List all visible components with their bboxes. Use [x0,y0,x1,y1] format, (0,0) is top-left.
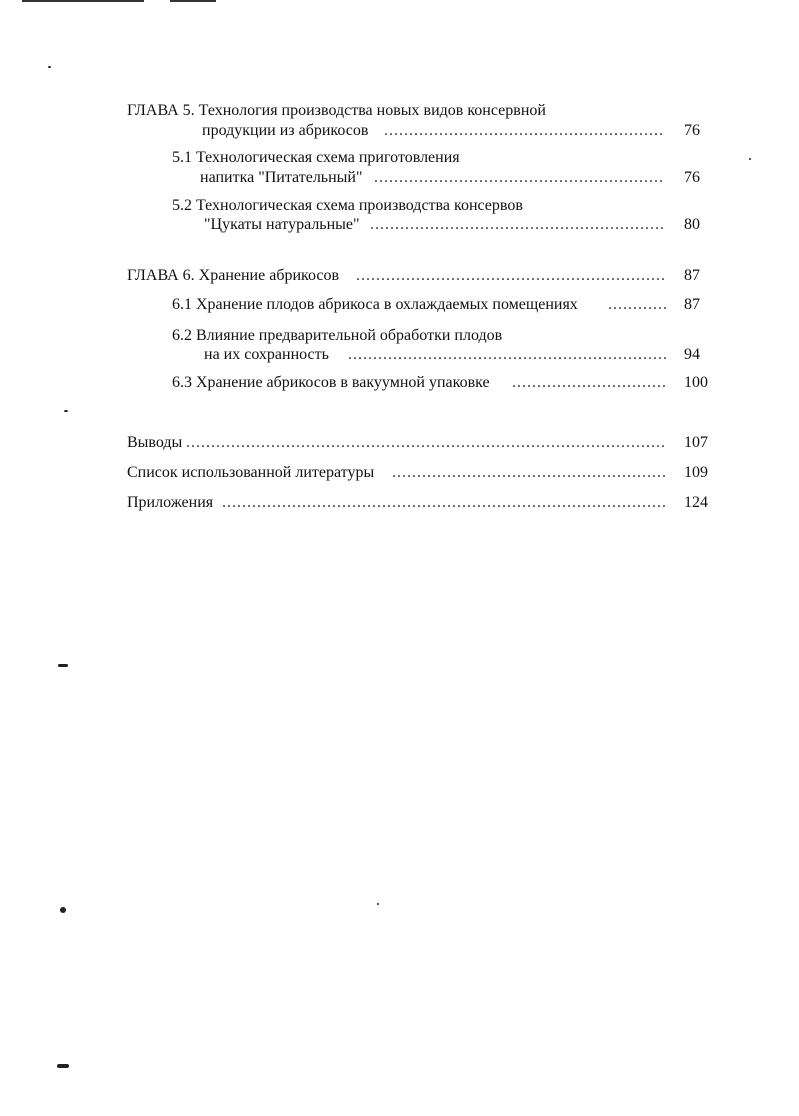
toc-entry-title: 6.2 Влияние предварительной обработки плодов [172,327,503,344]
toc-entry-references[interactable] [0,462,799,484]
toc-entry-title: ГЛАВА 6. Хранение абрикосов [127,267,340,284]
toc-entry-title: напитка "Питательный" [200,169,363,186]
toc-page-number: 124 [684,494,708,511]
toc-entry-title: на их сохранность [204,346,329,363]
scan-speck [60,907,66,913]
scan-speck [48,66,51,68]
toc-page-number: 109 [684,464,708,481]
toc-page-number: 87 [684,296,700,313]
toc-entry-title: "Цукаты натуральные" [204,216,360,233]
toc-entry-appendices[interactable] [0,492,799,514]
toc-page-number: 76 [684,169,700,186]
toc-entry-title: 6.3 Хранение абрикосов в вакуумной упаковке [172,374,490,391]
toc-page-number: 76 [684,122,700,139]
toc-page-number: 87 [684,267,700,284]
toc-entry-section-5-1[interactable] [0,167,799,189]
dot-leader [222,492,666,514]
scan-speck [377,903,379,905]
toc-page-number: 107 [684,434,708,451]
toc-entry-title: продукции из абрикосов [202,122,369,139]
toc-entry-section-6-2[interactable] [0,344,799,366]
scan-speck [58,664,68,667]
dot-leader [608,294,666,316]
toc-page-number: 80 [684,216,700,233]
toc-entry-section-5-2[interactable] [0,214,799,236]
toc-entry-title: ГЛАВА 5. Технология производства новых видов консервной [127,102,546,119]
dot-leader [384,120,664,142]
scan-artifact-line [22,0,144,2]
toc-entry-section-6-3[interactable] [0,372,799,394]
toc-entry-title: 5.1 Технологическая схема приготовления [172,149,460,166]
dot-leader [374,167,662,189]
toc-entry-chapter-5[interactable] [0,120,799,142]
dot-leader [392,462,666,484]
scan-speck [64,410,68,412]
scan-artifact-line [170,0,216,2]
scan-speck [57,1064,69,1068]
dot-leader [512,372,666,394]
toc-entry-section-6-1[interactable] [0,294,799,316]
toc-entry-chapter-6[interactable] [0,265,799,287]
toc-entry-title: 6.1 Хранение плодов абрикоса в охлаждаемых помещениях [172,296,578,313]
toc-entry-title: 5.2 Технологическая схема производства консервов [172,197,523,214]
toc-page-number: 100 [684,374,708,391]
dot-leader [356,265,666,287]
toc-entry-title: Список использованной литературы [127,464,375,481]
toc-entry-chapter-5-line1 [0,100,799,122]
dot-leader [348,344,666,366]
dot-leader [186,432,666,454]
toc-entry-conclusions[interactable] [0,432,799,454]
toc-entry-title: Приложения [127,494,214,511]
dot-leader [370,214,666,236]
toc-page-number: 94 [684,346,700,363]
toc-entry-section-5-1-line1 [0,147,799,169]
toc-entry-title: Выводы [127,434,183,451]
